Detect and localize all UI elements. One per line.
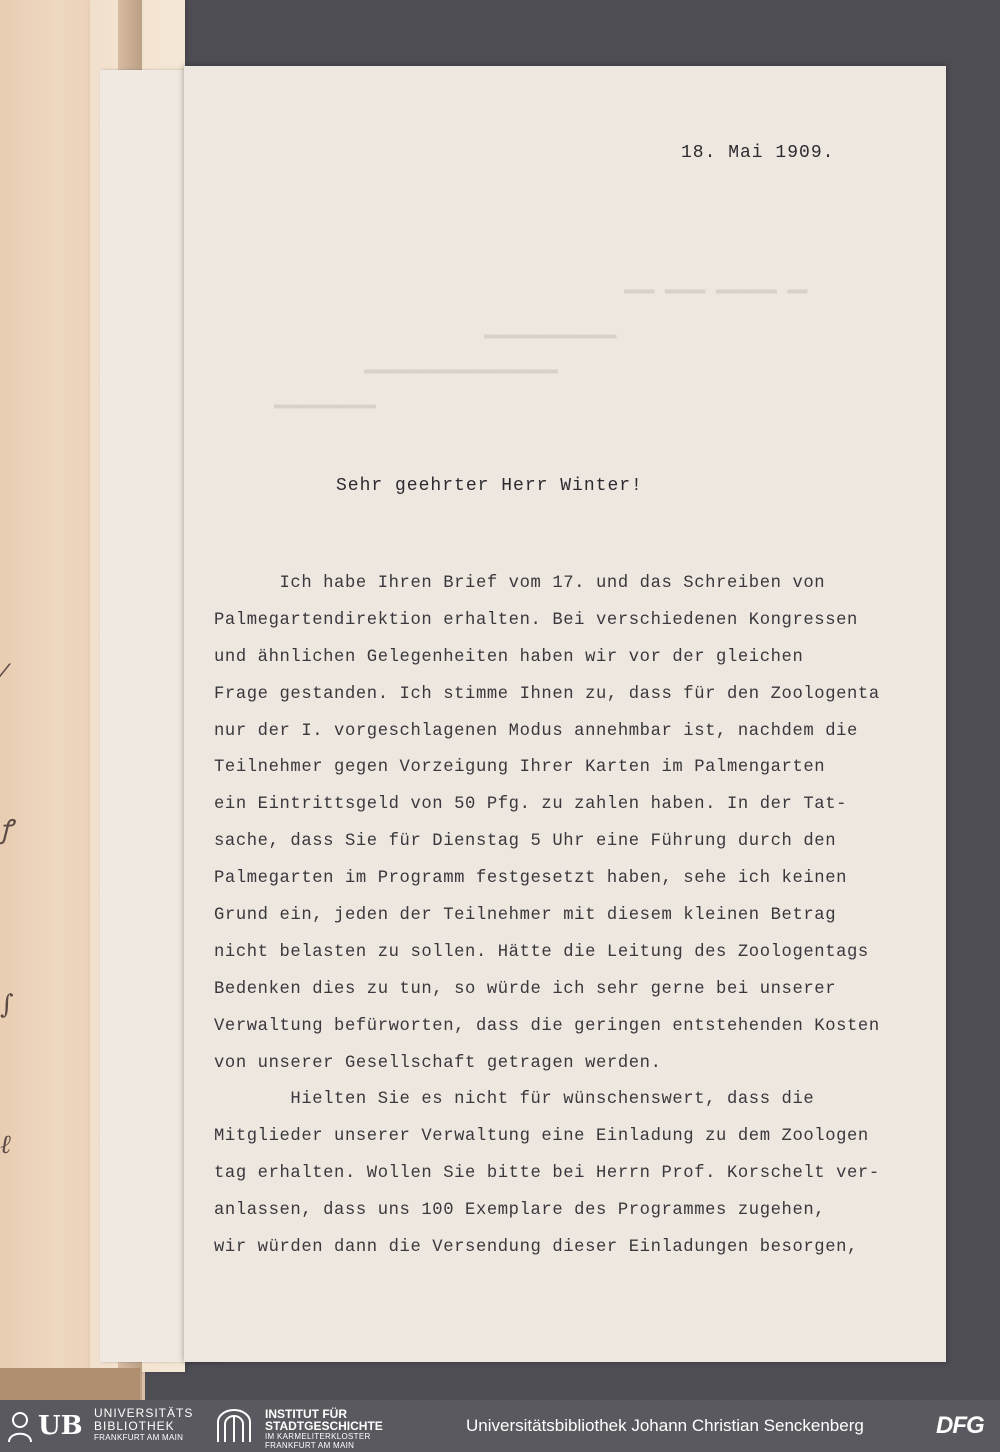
letter-line: von unserer Gesellschaft getragen werden. — [214, 1053, 662, 1073]
ub-line2: BIBLIOTHEK — [94, 1418, 175, 1433]
handwriting-mark: ∫ — [0, 990, 14, 1020]
library-title[interactable]: Universitätsbibliothek Johann Christian Senckenberg — [466, 1416, 864, 1435]
isg-line1: INSTITUT FÜR — [265, 1407, 347, 1421]
ub-line3: FRANKFURT AM MAIN — [94, 1433, 184, 1442]
letter-line: Ich habe Ihren Brief vom 17. und das Schreiben von — [214, 574, 826, 593]
letter-line: Palmegartendirektion erhalten. Bei verschiedenen Kongressen — [214, 610, 858, 630]
ub-mark: UB — [38, 1411, 83, 1441]
book-cover-bottom — [0, 1368, 140, 1400]
letter-line: Teilnehmer gegen Vorzeigung Ihrer Karten im Palmengarten — [214, 758, 826, 778]
letter-line: nur der I. vorgeschlagenen Modus annehmbar ist, nachdem die — [214, 721, 858, 741]
portrait-icon — [6, 1409, 34, 1443]
institute-arch-icon[interactable] — [214, 1408, 254, 1444]
dfg-logo[interactable]: DFG — [936, 1412, 984, 1439]
handwriting-mark: ⁄ — [0, 660, 5, 690]
ub-logo[interactable] — [6, 1408, 83, 1444]
letter-line: sache, dass Sie für Dienstag 5 Uhr eine Führung durch den — [214, 832, 837, 852]
letter-line: Bedenken dies zu tun, so würde ich sehr gerne bei unserer — [214, 979, 837, 999]
show-through-text: ▬▬▬▬▬▬▬▬▬▬▬▬▬ — [484, 326, 617, 345]
isg-text — [265, 1408, 383, 1450]
ub-line1: UNIVERSITÄTS — [94, 1406, 194, 1420]
letter-line: Frage gestanden. Ich stimme Ihnen zu, dass für den Zoologenta — [214, 684, 880, 704]
show-through-text: ▬▬▬ ▬▬▬▬ ▬▬▬▬▬▬ ▬▬ — [624, 281, 808, 300]
isg-line4: FRANKFURT AM MAIN — [265, 1441, 355, 1450]
letter-line: Hielten Sie es nicht für wünschenswert, dass die — [214, 1090, 815, 1110]
letter-line: Palmegarten im Programm festgesetzt haben, sehe ich keinen — [214, 869, 848, 889]
letter-line: wir würden dann die Versendung dieser Einladungen besorgen, — [214, 1238, 858, 1258]
letter-body — [214, 566, 944, 1267]
letter-line: anlassen, dass uns 100 Exemplare des Programmes zugehen, — [214, 1201, 826, 1221]
show-through-text: ▬▬▬▬▬▬▬▬▬▬▬▬▬▬▬▬▬▬▬ — [364, 361, 558, 380]
isg-line3: IM KARMELITERKLOSTER — [265, 1432, 371, 1441]
letter-line: Grund ein, jeden der Teilnehmer mit diesem kleinen Betrag — [214, 906, 837, 926]
letter-line: Mitglieder unserer Verwaltung eine Einladung zu dem Zoologen — [214, 1127, 869, 1147]
letter-line: nicht belasten zu sollen. Hätte die Leitung des Zoologentags — [214, 942, 869, 962]
isg-line2: STADTGESCHICHTE — [265, 1419, 383, 1433]
letter-date: 18. Mai 1909. — [681, 143, 835, 163]
letter-salutation: Sehr geehrter Herr Winter! — [336, 476, 643, 496]
handwriting-mark: ꝭ — [0, 815, 13, 845]
letter-sheet — [184, 66, 946, 1362]
letter-line: Verwaltung befürworten, dass die geringen entstehenden Kosten — [214, 1016, 880, 1036]
letter-line: tag erhalten. Wollen Sie bitte bei Herrn Prof. Korschelt ver- — [214, 1164, 880, 1184]
show-through-text: ▬▬▬▬▬▬▬▬▬▬ — [274, 396, 377, 415]
ub-text — [94, 1407, 193, 1445]
letter-line: und ähnlichen Gelegenheiten haben wir vor der gleichen — [214, 647, 804, 667]
letter-line: ein Eintrittsgeld von 50 Pfg. zu zahlen haben. In der Tat- — [214, 795, 848, 815]
footer-bar — [0, 1400, 1000, 1452]
handwriting-mark: ℓ — [0, 1130, 11, 1160]
